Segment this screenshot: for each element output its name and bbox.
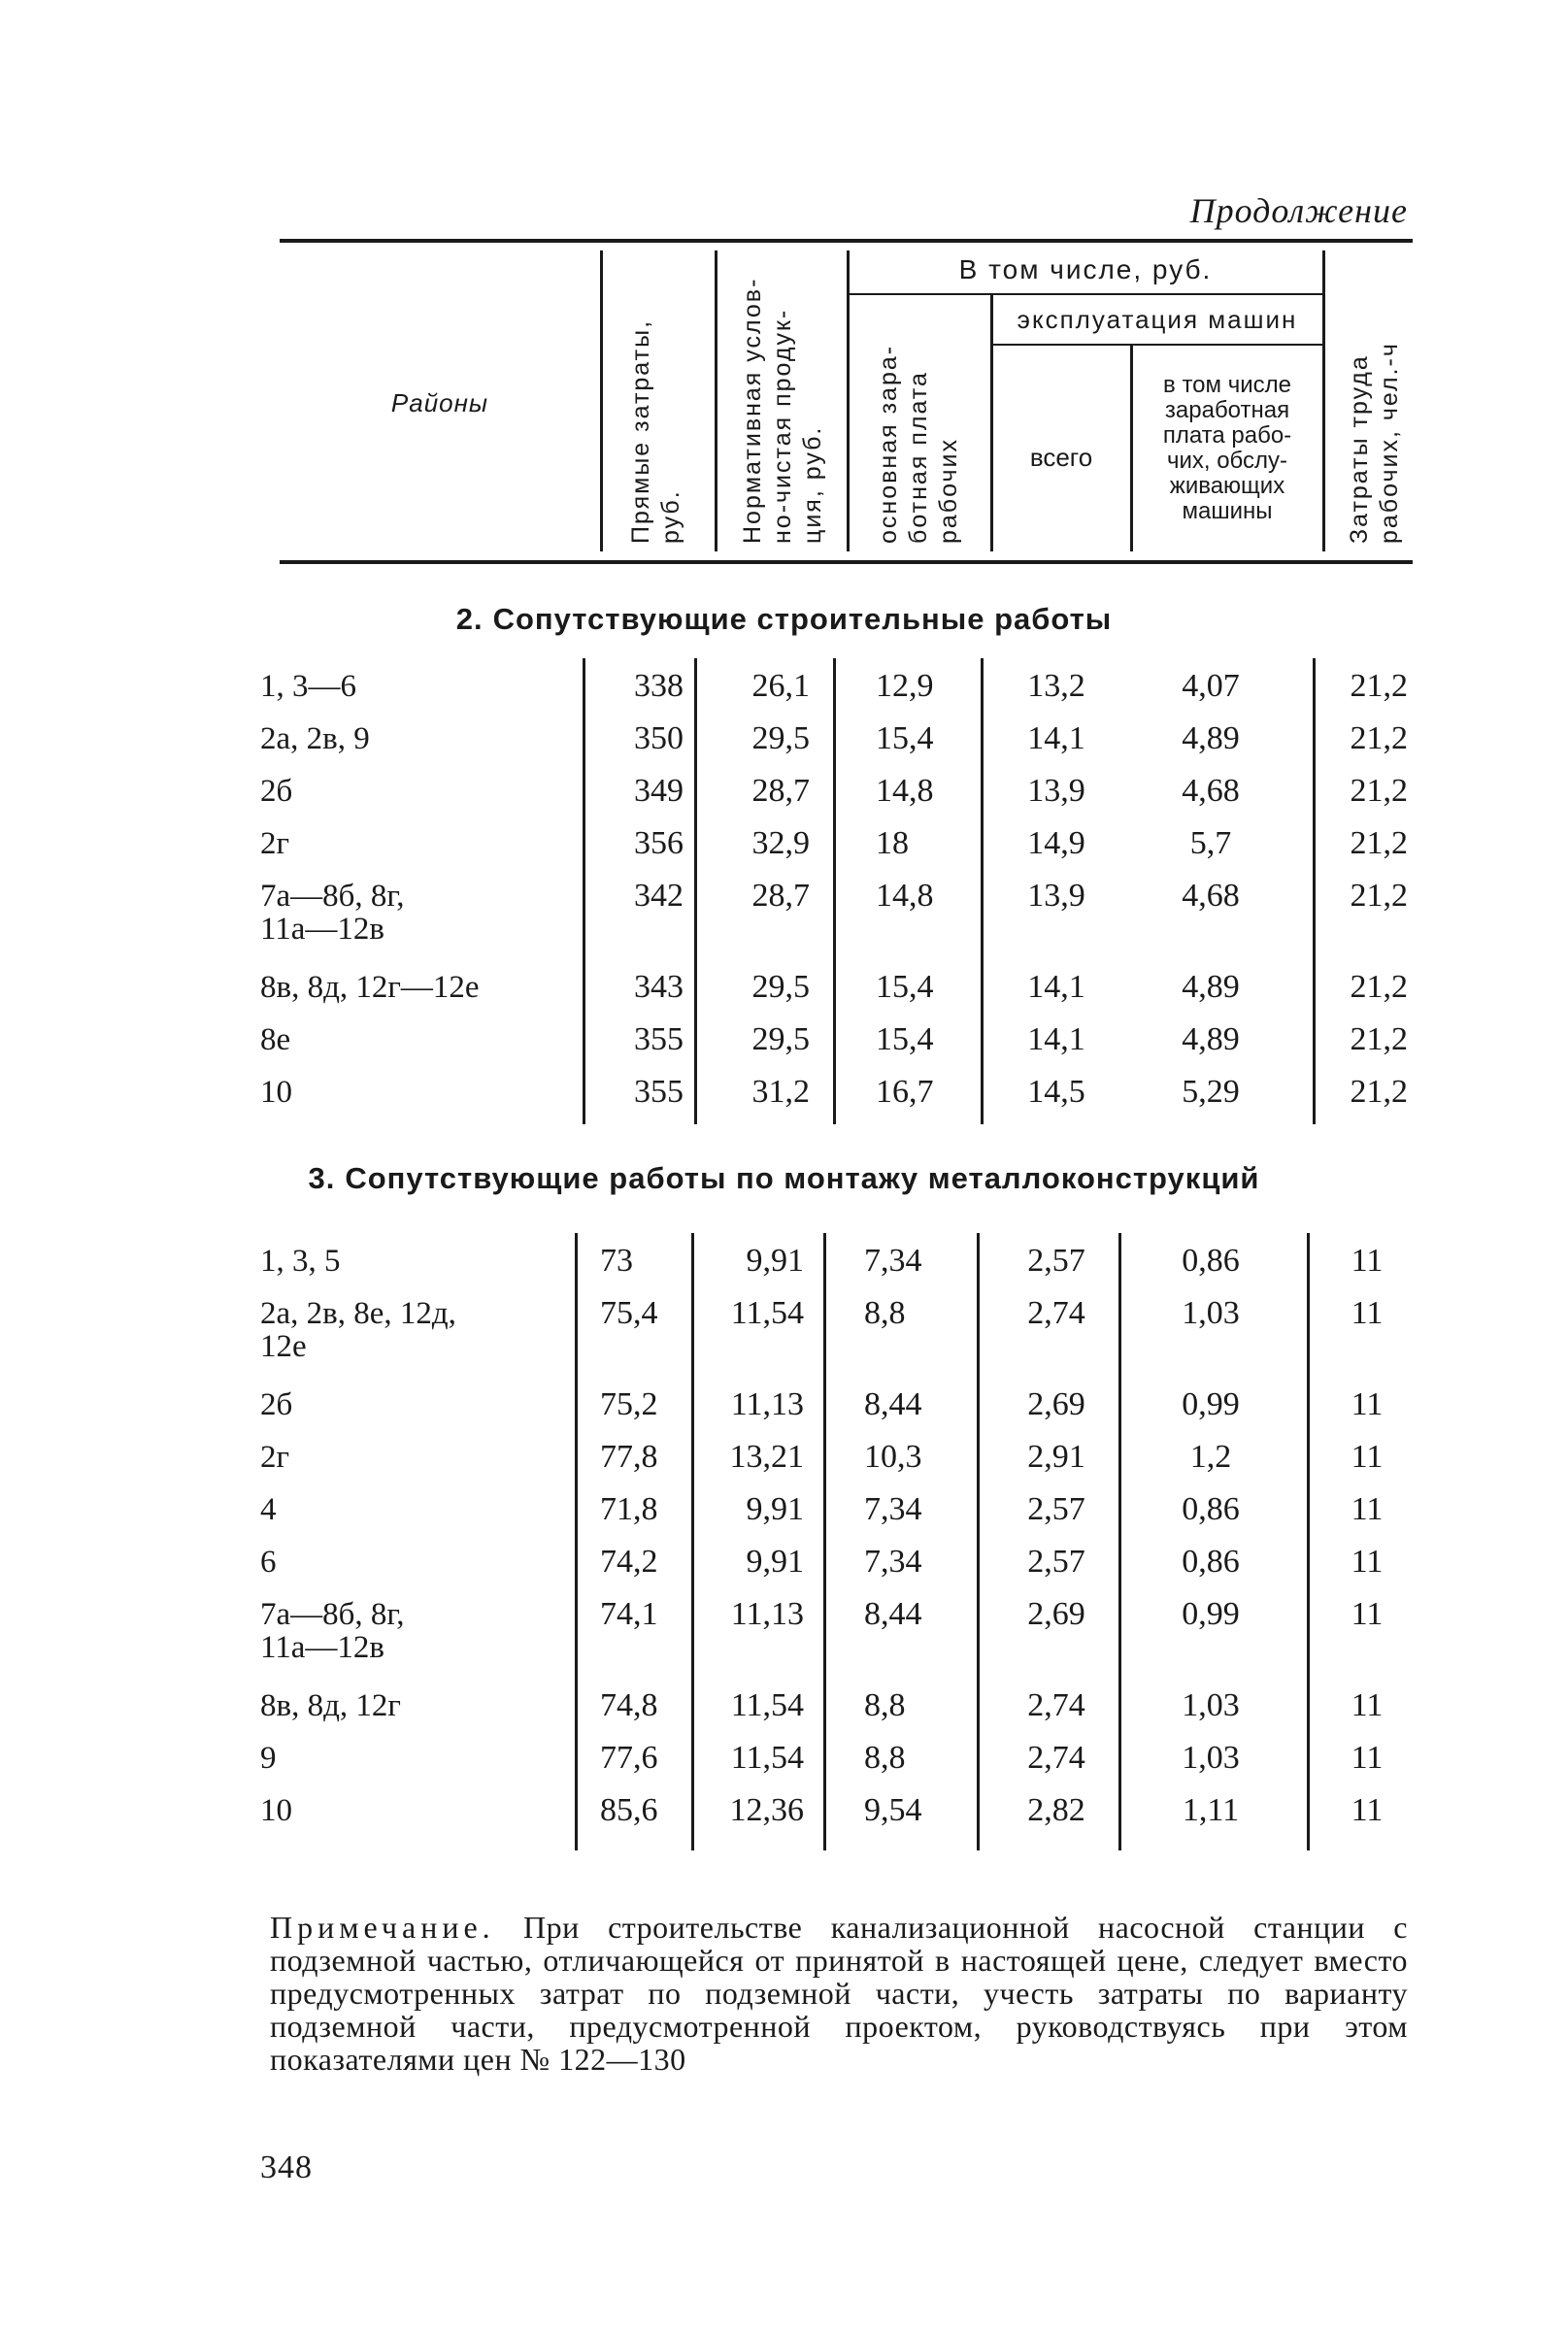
district-label: 10 bbox=[260, 1793, 292, 1828]
table-cell: 8,8 bbox=[864, 1687, 906, 1723]
table-cell: 4,68 bbox=[1182, 773, 1240, 809]
column-divider bbox=[977, 1233, 980, 1850]
district-label: 7а—8б, 8г, 11а—12в bbox=[260, 879, 405, 947]
table-cell: 13,2 bbox=[1027, 668, 1085, 704]
table-cell: 8,8 bbox=[864, 1740, 906, 1776]
table-cell: 9,91 bbox=[746, 1243, 804, 1279]
header-machine-wages: в том числе заработная плата рабо- чих, обслу- живающих машины bbox=[1162, 372, 1292, 524]
table-cell: 73 bbox=[600, 1243, 633, 1279]
table-cell: 26,1 bbox=[751, 668, 810, 704]
table-cell: 11 bbox=[1351, 1439, 1384, 1475]
table-cell: 14,9 bbox=[1027, 825, 1085, 861]
table-cell: 21,2 bbox=[1350, 1021, 1408, 1057]
table-cell: 11 bbox=[1351, 1596, 1384, 1632]
district-label: 2а, 2в, 8е, 12д, 12е bbox=[260, 1296, 456, 1364]
table-cell: 338 bbox=[634, 668, 684, 704]
column-divider bbox=[691, 1233, 694, 1850]
district-label: 8в, 8д, 12г bbox=[260, 1688, 401, 1723]
table-cell: 4,89 bbox=[1182, 720, 1240, 756]
table-cell: 5,7 bbox=[1189, 825, 1232, 861]
table-cell: 342 bbox=[634, 878, 684, 914]
header-bottom-rule bbox=[280, 560, 1413, 564]
table-cell: 11,13 bbox=[730, 1386, 804, 1422]
table-cell: 2,57 bbox=[1027, 1243, 1085, 1279]
column-divider bbox=[694, 658, 697, 1124]
column-divider bbox=[823, 1233, 826, 1850]
table-cell: 2,91 bbox=[1027, 1439, 1085, 1475]
table-cell: 10,3 bbox=[864, 1439, 922, 1475]
table-cell: 356 bbox=[634, 825, 684, 861]
table-cell: 77,6 bbox=[600, 1740, 658, 1776]
header-including-group: В том числе, руб. bbox=[958, 254, 1213, 284]
table-cell: 21,2 bbox=[1350, 668, 1408, 704]
table-cell: 0,99 bbox=[1182, 1386, 1240, 1422]
table-cell: 9,91 bbox=[746, 1491, 804, 1527]
table-cell: 0,86 bbox=[1182, 1544, 1240, 1580]
district-label: 2а, 2в, 9 bbox=[260, 721, 370, 756]
table-cell: 2,74 bbox=[1027, 1740, 1085, 1776]
table-cell: 4,07 bbox=[1182, 668, 1240, 704]
header-machine-operation: эксплуатация машин bbox=[1017, 305, 1298, 334]
section-title-text: Сопутствующие строительные работы bbox=[492, 602, 1113, 636]
table-cell: 74,1 bbox=[600, 1596, 658, 1632]
column-divider bbox=[1307, 1233, 1310, 1850]
table-cell: 28,7 bbox=[751, 773, 810, 809]
table-cell: 0,99 bbox=[1182, 1596, 1240, 1632]
table-cell: 21,2 bbox=[1350, 878, 1408, 914]
table-cell: 18 bbox=[876, 825, 909, 861]
header-basic-wages: основная зара- ботная плата рабочих bbox=[875, 344, 962, 544]
note-text: При строительстве канализационной насосной станции с подземной частью, отличающейся от принятой в настоящей цене, следует вместо предусмотренных затрат по подземной части, учесть затраты по варианту подземной части, предусмотренной проектом, руководствуясь при этом показателями цен № 122—130 bbox=[270, 1910, 1408, 2077]
column-divider bbox=[583, 658, 585, 1124]
table-cell: 29,5 bbox=[751, 720, 810, 756]
table-cell: 14,5 bbox=[1027, 1074, 1085, 1110]
table-cell: 355 bbox=[634, 1021, 684, 1057]
table-cell: 2,82 bbox=[1027, 1792, 1085, 1828]
table-cell: 21,2 bbox=[1350, 720, 1408, 756]
column-divider bbox=[575, 1233, 578, 1850]
table-cell: 343 bbox=[634, 969, 684, 1005]
table-cell: 11 bbox=[1351, 1544, 1384, 1580]
district-label: 9 bbox=[260, 1741, 277, 1776]
table-cell: 75,4 bbox=[600, 1295, 658, 1331]
table-cell: 11,54 bbox=[730, 1687, 804, 1723]
table-cell: 13,21 bbox=[729, 1439, 804, 1475]
table-cell: 71,8 bbox=[600, 1491, 658, 1527]
header-divider bbox=[600, 250, 603, 551]
table-cell: 14,1 bbox=[1027, 1021, 1085, 1057]
table-cell: 12,9 bbox=[876, 668, 934, 704]
table-cell: 8,44 bbox=[864, 1386, 922, 1422]
table-cell: 4,68 bbox=[1182, 878, 1240, 914]
district-label: 10 bbox=[260, 1075, 292, 1110]
table-cell: 2,57 bbox=[1027, 1544, 1085, 1580]
district-label: 6 bbox=[260, 1545, 277, 1580]
table-cell: 11 bbox=[1351, 1491, 1384, 1527]
table-cell: 0,86 bbox=[1182, 1491, 1240, 1527]
table-cell: 355 bbox=[634, 1074, 684, 1110]
table-cell: 14,1 bbox=[1027, 969, 1085, 1005]
table-cell: 16,7 bbox=[876, 1074, 934, 1110]
table-cell: 11 bbox=[1351, 1740, 1384, 1776]
header-normative-product: Нормативная услов- но-чистая продук- ция, руб. bbox=[739, 277, 826, 544]
table-cell: 11,54 bbox=[730, 1740, 804, 1776]
table-cell: 11 bbox=[1351, 1687, 1384, 1723]
column-divider bbox=[833, 658, 836, 1124]
table-cell: 14,1 bbox=[1027, 720, 1085, 756]
table-cell: 0,86 bbox=[1182, 1243, 1240, 1279]
table-cell: 74,8 bbox=[600, 1687, 658, 1723]
header-districts: Районы bbox=[390, 388, 489, 417]
table-cell: 8,8 bbox=[864, 1295, 906, 1331]
table-cell: 14,8 bbox=[876, 773, 934, 809]
header-subgroup-rule bbox=[992, 344, 1322, 346]
table-cell: 1,03 bbox=[1182, 1687, 1240, 1723]
note-lead: Примечание. bbox=[270, 1910, 495, 1945]
table-cell: 9,54 bbox=[864, 1792, 922, 1828]
note bbox=[270, 1911, 1408, 2076]
page-number: 348 bbox=[260, 2149, 313, 2185]
table-cell: 12,36 bbox=[729, 1792, 804, 1828]
header-machine-total: всего bbox=[1029, 443, 1093, 472]
table-cell: 11 bbox=[1351, 1386, 1384, 1422]
table-cell: 15,4 bbox=[876, 720, 934, 756]
header-group-rule bbox=[849, 293, 1322, 295]
header-divider bbox=[847, 250, 850, 551]
table-cell: 14,8 bbox=[876, 878, 934, 914]
table-cell: 21,2 bbox=[1350, 969, 1408, 1005]
table-cell: 75,2 bbox=[600, 1386, 658, 1422]
section-title bbox=[0, 602, 1568, 637]
table-cell: 11,54 bbox=[730, 1295, 804, 1331]
table-cell: 11 bbox=[1351, 1792, 1384, 1828]
district-label: 8е bbox=[260, 1022, 291, 1057]
district-label: 1, 3—6 bbox=[260, 669, 356, 704]
district-label: 1, 3, 5 bbox=[260, 1244, 341, 1279]
table-cell: 2,69 bbox=[1027, 1596, 1085, 1632]
table-cell: 15,4 bbox=[876, 1021, 934, 1057]
table-cell: 29,5 bbox=[751, 969, 810, 1005]
table-cell: 5,29 bbox=[1182, 1074, 1240, 1110]
table-cell: 9,91 bbox=[746, 1544, 804, 1580]
table-cell: 15,4 bbox=[876, 969, 934, 1005]
table-cell: 1,2 bbox=[1189, 1439, 1232, 1475]
header-labor: Затраты труда рабочих, чел.-ч bbox=[1346, 342, 1403, 544]
table-cell: 1,03 bbox=[1182, 1295, 1240, 1331]
table-cell: 4,89 bbox=[1182, 969, 1240, 1005]
district-label: 2г bbox=[260, 826, 290, 861]
table-cell: 7,34 bbox=[864, 1491, 922, 1527]
header-top-rule bbox=[280, 239, 1413, 243]
table-cell: 32,9 bbox=[751, 825, 810, 861]
table-cell: 8,44 bbox=[864, 1596, 922, 1632]
column-divider bbox=[1118, 1233, 1121, 1850]
table-cell: 28,7 bbox=[751, 878, 810, 914]
table-cell: 77,8 bbox=[600, 1439, 658, 1475]
column-divider bbox=[1313, 658, 1316, 1124]
table-cell: 2,57 bbox=[1027, 1491, 1085, 1527]
district-label: 2б bbox=[260, 774, 293, 809]
table-cell: 7,34 bbox=[864, 1243, 922, 1279]
section-number: 2. bbox=[455, 602, 484, 636]
section-title-text: Сопутствующие работы по монтажу металлоконструкций bbox=[345, 1161, 1260, 1195]
table-cell: 29,5 bbox=[751, 1021, 810, 1057]
table-cell: 31,2 bbox=[751, 1074, 810, 1110]
header-divider bbox=[715, 250, 717, 551]
section-number: 3. bbox=[308, 1161, 336, 1195]
table-cell: 11 bbox=[1351, 1295, 1384, 1331]
district-label: 2г bbox=[260, 1440, 290, 1475]
table-cell: 1,11 bbox=[1182, 1792, 1240, 1828]
table-cell: 349 bbox=[634, 773, 684, 809]
table-cell: 350 bbox=[634, 720, 684, 756]
continuation-label: Продолжение bbox=[1189, 191, 1408, 230]
table-cell: 4,89 bbox=[1182, 1021, 1240, 1057]
district-label: 8в, 8д, 12г—12е bbox=[260, 970, 480, 1005]
table-cell: 13,9 bbox=[1027, 878, 1085, 914]
table-cell: 2,74 bbox=[1027, 1295, 1085, 1331]
table-cell: 7,34 bbox=[864, 1544, 922, 1580]
district-label: 2б bbox=[260, 1387, 293, 1422]
table-cell: 2,74 bbox=[1027, 1687, 1085, 1723]
table-cell: 13,9 bbox=[1027, 773, 1085, 809]
table-cell: 11,13 bbox=[730, 1596, 804, 1632]
table-cell: 85,6 bbox=[600, 1792, 658, 1828]
table-cell: 11 bbox=[1351, 1243, 1384, 1279]
table-cell: 21,2 bbox=[1350, 1074, 1408, 1110]
district-label: 7а—8б, 8г, 11а—12в bbox=[260, 1597, 405, 1665]
table-cell: 21,2 bbox=[1350, 773, 1408, 809]
section-title bbox=[0, 1161, 1568, 1196]
table-cell: 21,2 bbox=[1350, 825, 1408, 861]
table-cell: 1,03 bbox=[1182, 1740, 1240, 1776]
table-cell: 74,2 bbox=[600, 1544, 658, 1580]
district-label: 4 bbox=[260, 1492, 277, 1527]
header-direct-costs: Прямые затраты, руб. bbox=[627, 318, 684, 544]
header-divider bbox=[1322, 250, 1325, 551]
table-cell: 2,69 bbox=[1027, 1386, 1085, 1422]
